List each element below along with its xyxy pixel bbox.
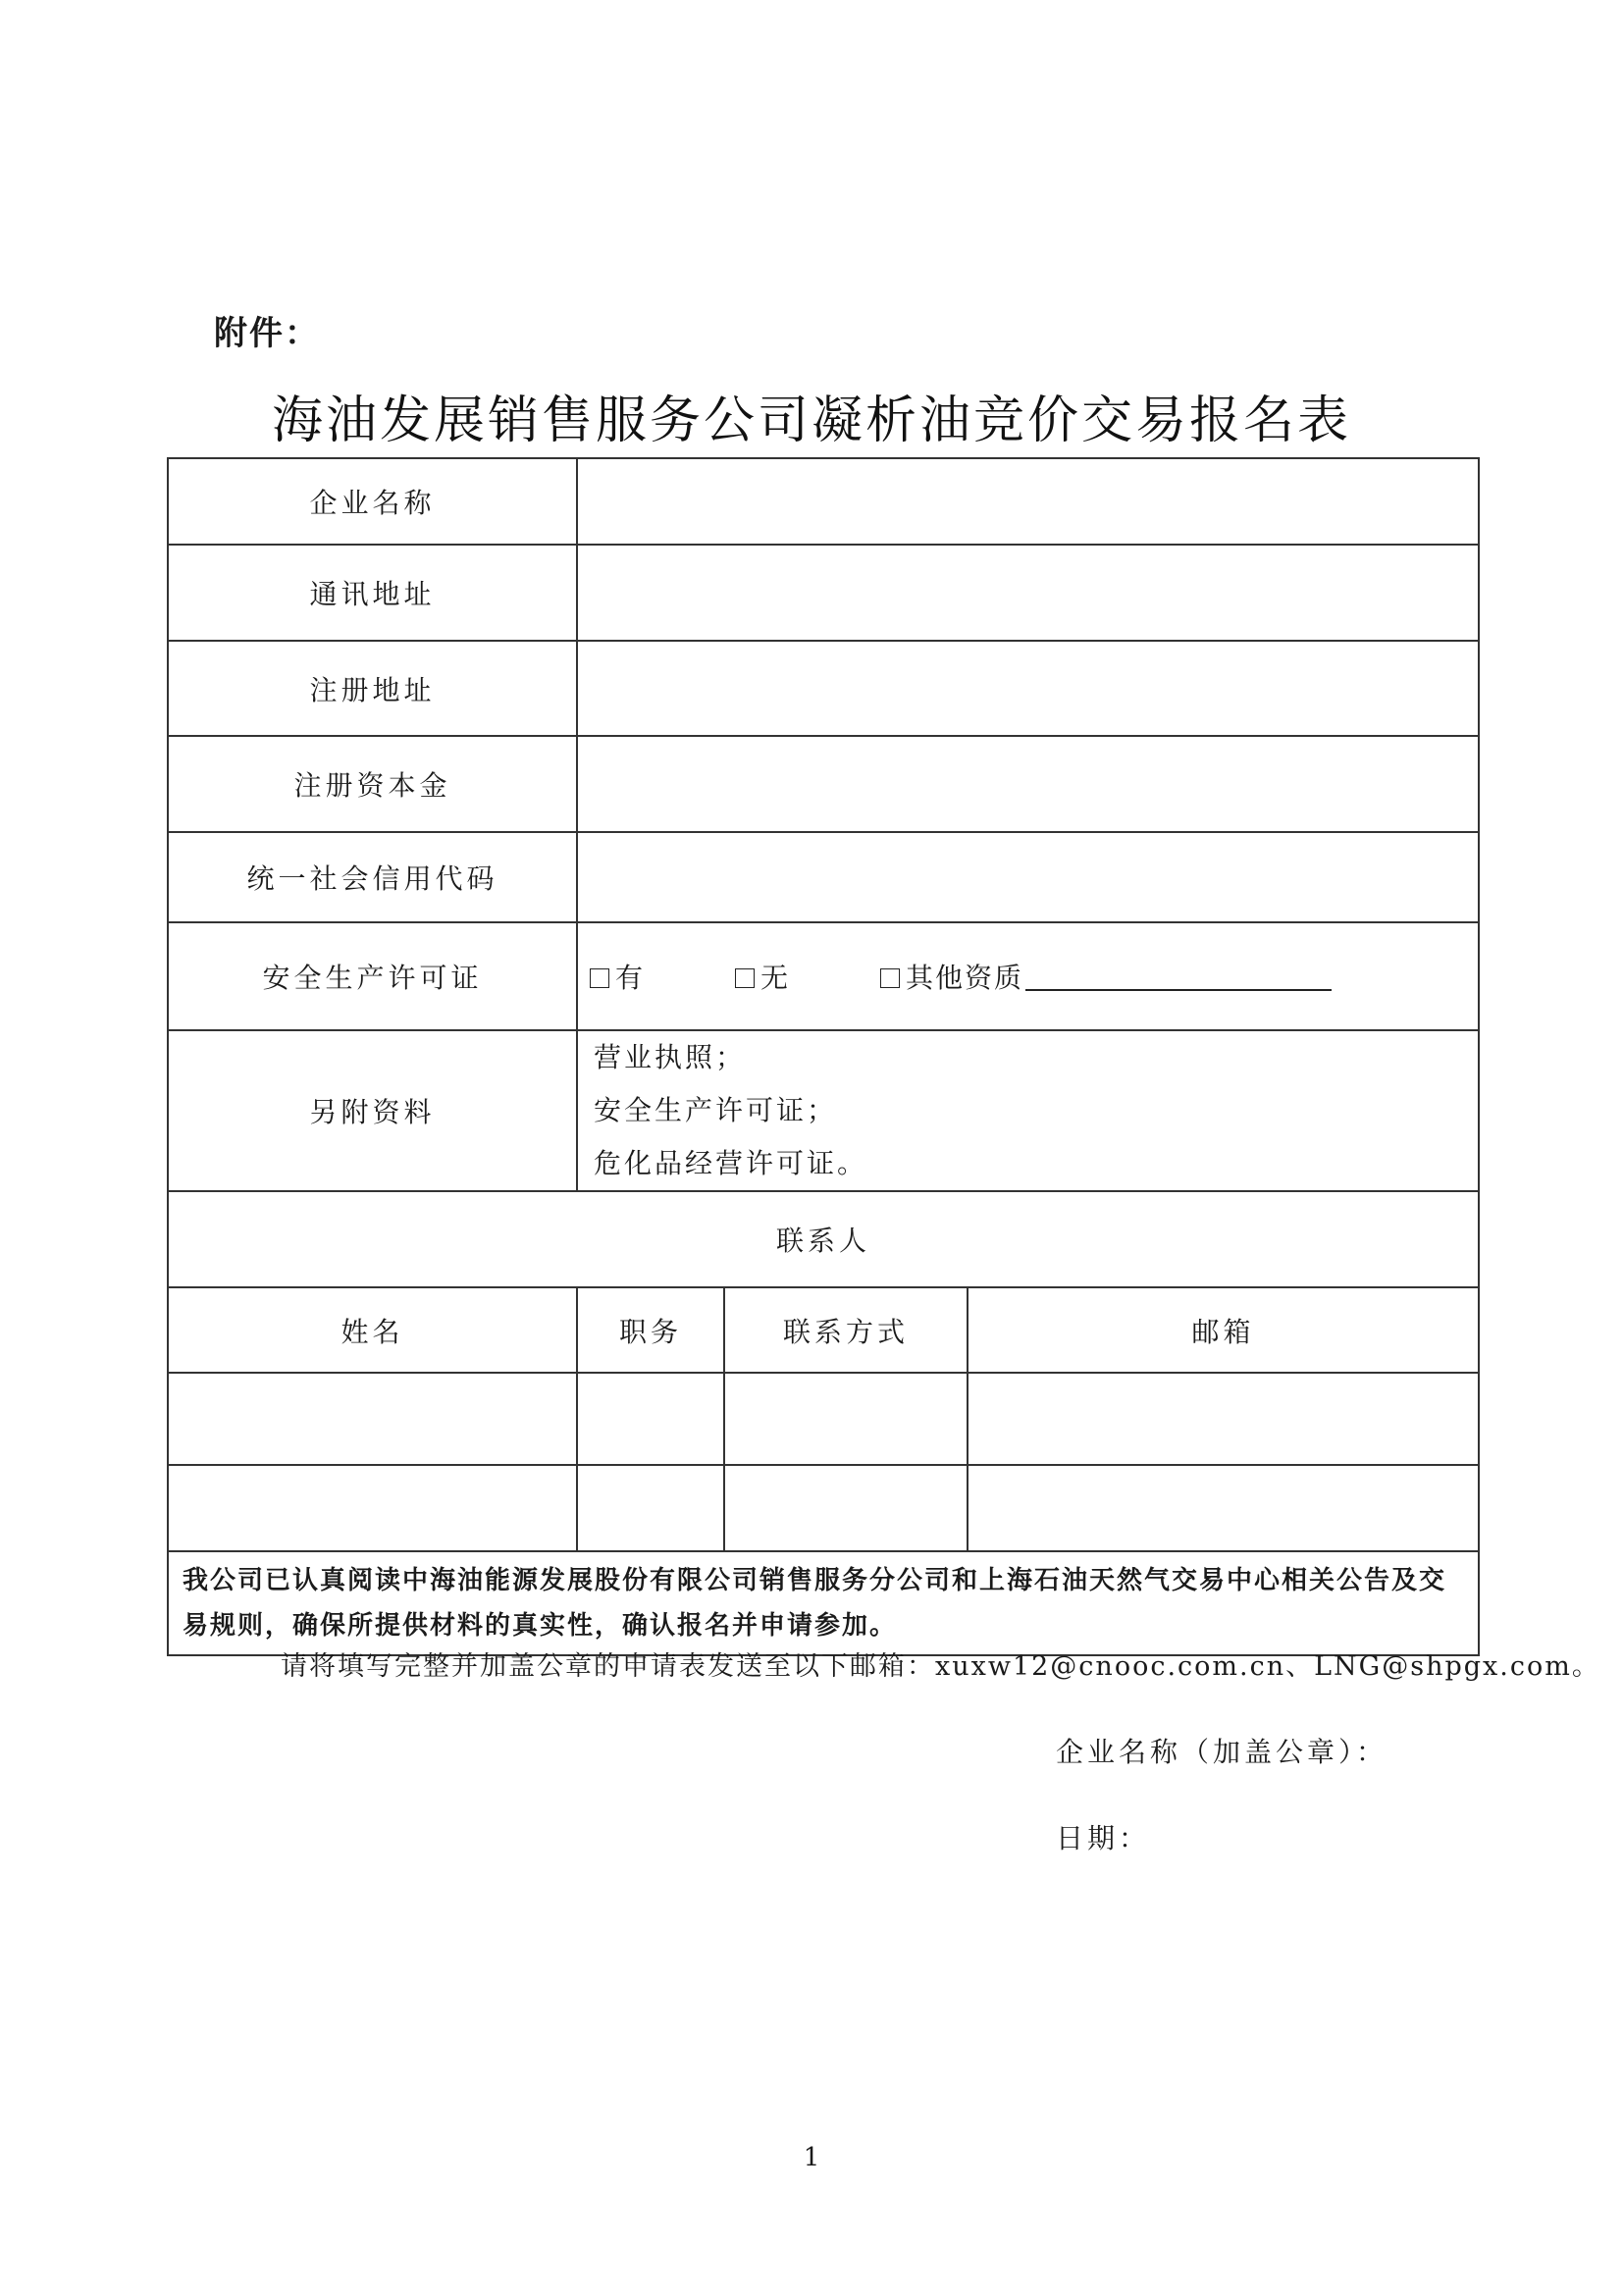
company-name-label: 企业名称 bbox=[168, 458, 577, 545]
checkbox-icon[interactable] bbox=[735, 968, 755, 988]
option-yes[interactable] bbox=[590, 957, 735, 996]
contacts-header-row bbox=[168, 1287, 1479, 1373]
row-attachments bbox=[168, 1030, 1479, 1191]
credit-code-label: 统一社会信用代码 bbox=[168, 832, 577, 922]
registered-address-field[interactable] bbox=[577, 641, 1479, 736]
attachment-item: 危化品经营许可证。 bbox=[594, 1147, 868, 1179]
contact-row bbox=[168, 1465, 1479, 1551]
row-company-name bbox=[168, 458, 1479, 545]
row-credit-code bbox=[168, 832, 1479, 922]
contact-position-field[interactable] bbox=[577, 1465, 724, 1551]
header-contact: 联系方式 bbox=[724, 1287, 968, 1373]
option-no[interactable] bbox=[735, 957, 880, 996]
attachments-list bbox=[577, 1030, 1479, 1191]
company-seal-label: 企业名称（加盖公章）： bbox=[1056, 1736, 1388, 1768]
option-other-label: 其他资质 bbox=[906, 962, 1024, 994]
safety-license-options bbox=[577, 922, 1479, 1030]
safety-license-label: 安全生产许可证 bbox=[168, 922, 577, 1030]
option-other[interactable] bbox=[880, 957, 1332, 996]
date-label: 日期： bbox=[1056, 1822, 1151, 1854]
attachments-label: 另附资料 bbox=[168, 1030, 577, 1191]
row-safety-license bbox=[168, 922, 1479, 1030]
row-registered-address bbox=[168, 641, 1479, 736]
page-number: 1 bbox=[803, 2143, 820, 2172]
credit-code-field[interactable] bbox=[577, 832, 1479, 922]
contacts-section-title: 联系人 bbox=[168, 1191, 1479, 1287]
contact-method-field[interactable] bbox=[724, 1465, 968, 1551]
option-yes-label: 有 bbox=[615, 962, 646, 994]
checkbox-icon[interactable] bbox=[590, 968, 609, 988]
company-name-field[interactable] bbox=[577, 458, 1479, 545]
row-contacts-title bbox=[168, 1191, 1479, 1287]
row-mailing-address bbox=[168, 545, 1479, 641]
registration-form bbox=[167, 457, 1480, 1656]
attachment-item: 营业执照； bbox=[594, 1041, 747, 1073]
contact-row bbox=[168, 1373, 1479, 1465]
registered-address-label: 注册地址 bbox=[168, 641, 577, 736]
contact-method-field[interactable] bbox=[724, 1373, 968, 1465]
registered-capital-field[interactable] bbox=[577, 736, 1479, 832]
header-name: 姓名 bbox=[168, 1287, 577, 1373]
mailing-address-label: 通讯地址 bbox=[168, 545, 577, 641]
contact-name-field[interactable] bbox=[168, 1373, 577, 1465]
header-email: 邮箱 bbox=[968, 1287, 1479, 1373]
submission-note: 请将填写完整并加盖公章的申请表发送至以下邮箱：xuxw12@cnooc.com.cn、LNG@shpgx.com。 bbox=[281, 1651, 1600, 1682]
option-no-label: 无 bbox=[760, 962, 791, 994]
row-declaration bbox=[168, 1551, 1479, 1655]
other-qualification-blank[interactable] bbox=[1025, 967, 1332, 991]
mailing-address-field[interactable] bbox=[577, 545, 1479, 641]
header-position: 职务 bbox=[577, 1287, 724, 1373]
contact-email-field[interactable] bbox=[968, 1373, 1479, 1465]
attachment-label: 附件： bbox=[214, 314, 320, 353]
contact-name-field[interactable] bbox=[168, 1465, 577, 1551]
row-registered-capital bbox=[168, 736, 1479, 832]
checkbox-icon[interactable] bbox=[880, 968, 900, 988]
contact-position-field[interactable] bbox=[577, 1373, 724, 1465]
contact-email-field[interactable] bbox=[968, 1465, 1479, 1551]
form-title: 海油发展销售服务公司凝析油竞价交易报名表 bbox=[271, 391, 1351, 450]
declaration-text: 我公司已认真阅读中海油能源发展股份有限公司销售服务分公司和上海石油天然气交易中心相关公告及交易规则，确保所提供材料的真实性，确认报名并申请参加。 bbox=[168, 1551, 1479, 1655]
registered-capital-label: 注册资本金 bbox=[168, 736, 577, 832]
attachment-item: 安全生产许可证； bbox=[594, 1094, 838, 1126]
